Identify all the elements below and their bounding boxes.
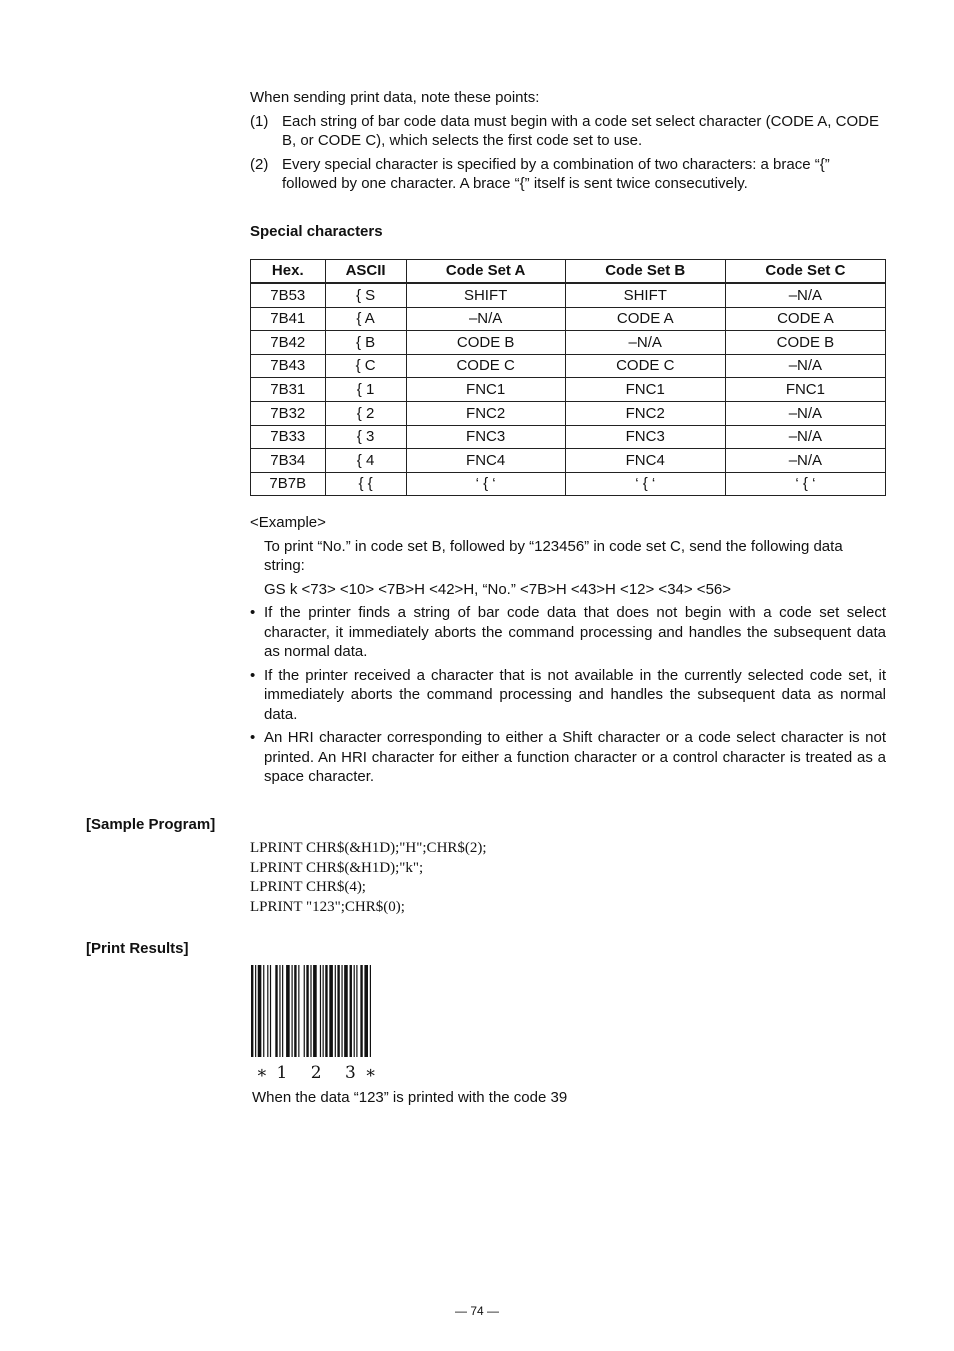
barcode-bar: [298, 965, 299, 1057]
barcode-bar: [255, 965, 256, 1057]
table-cell: FNC3: [565, 425, 725, 449]
numbered-point: [250, 112, 886, 151]
table-cell: –N/A: [725, 354, 885, 378]
table-cell: 7B31: [251, 378, 326, 402]
barcode-bar: [344, 965, 348, 1057]
table-cell: CODE C: [406, 354, 565, 378]
barcode-bar: [337, 965, 339, 1057]
barcode-bar: [275, 965, 277, 1057]
table-cell: 7B32: [251, 401, 326, 425]
table-row: [251, 307, 886, 331]
intro-lead: When sending print data, note these points:: [250, 89, 540, 106]
table-body: [251, 283, 886, 496]
table-row: [251, 283, 886, 307]
page-number: — 74 —: [454, 1304, 499, 1318]
point-text: Each string of bar code data must begin with a code set select character (CODE A, CODE B, or CODE C), which selects the first code set to use.: [282, 112, 879, 149]
table-cell: ‘ { ‘: [725, 472, 885, 496]
table-cell: CODE B: [406, 331, 565, 355]
column-header: Code Set C: [725, 260, 885, 284]
note-item: [250, 666, 886, 725]
table-cell: { B: [325, 331, 406, 355]
example-command: GS k <73> <10> <7B>H <42>H, “No.” <7B>H <43>H <12> <34> <56>: [264, 580, 732, 598]
barcode-bar: [364, 965, 368, 1057]
table-cell: { 4: [325, 449, 406, 473]
note-text: An HRI character corresponding to either a Shift character or a code select character is not printed. An HRI character for either a function character or a control character is treated as a space character.: [264, 729, 886, 785]
intro-section: [250, 88, 886, 198]
table-row: [251, 472, 886, 496]
table-cell: { 3: [325, 425, 406, 449]
barcode-bar: [325, 965, 327, 1057]
barcode-bar: [360, 965, 362, 1057]
barcode-bar: [310, 965, 311, 1057]
table-cell: –N/A: [725, 425, 885, 449]
table-cell: ‘ { ‘: [406, 472, 565, 496]
barcode-bar: [286, 965, 290, 1057]
code-line: LPRINT "123";CHR$(0);: [250, 898, 405, 915]
barcode-bar: [356, 965, 357, 1057]
barcode-bar: [329, 965, 333, 1057]
barcode-bar: [294, 965, 296, 1057]
table-cell: 7B7B: [251, 472, 326, 496]
table-header-row: [251, 260, 886, 284]
table-row: [251, 449, 886, 473]
example-section: [250, 513, 886, 791]
table-cell: 7B34: [251, 449, 326, 473]
barcode-image: [251, 965, 413, 1057]
table-cell: { A: [325, 307, 406, 331]
table-cell: { 1: [325, 378, 406, 402]
barcode-bar: [350, 965, 352, 1057]
barcode-bar: [258, 965, 262, 1057]
table-cell: 7B53: [251, 283, 326, 307]
table-cell: FNC3: [406, 425, 565, 449]
table-cell: { S: [325, 283, 406, 307]
barcode-bar: [251, 965, 253, 1057]
column-header: Code Set B: [565, 260, 725, 284]
table-cell: –N/A: [406, 307, 565, 331]
table-cell: CODE B: [725, 331, 885, 355]
table-cell: 7B41: [251, 307, 326, 331]
table-cell: FNC1: [406, 378, 565, 402]
table-cell: 7B43: [251, 354, 326, 378]
table-cell: –N/A: [725, 283, 885, 307]
table-cell: ‘ { ‘: [565, 472, 725, 496]
table-cell: FNC1: [565, 378, 725, 402]
example-label: <Example>: [250, 514, 326, 531]
barcode-bar: [306, 965, 308, 1057]
point-text: Every special character is specified by a combination of two characters: a brace “{” followed by one character. A brace “{” itself is sent twice consecutively.: [282, 155, 830, 192]
barcode-bar: [320, 965, 321, 1057]
barcode-bar: [282, 965, 283, 1057]
bullet-dot: •: [250, 604, 256, 621]
table-cell: FNC1: [725, 378, 885, 402]
column-header: Hex.: [251, 260, 326, 284]
table-row: [251, 378, 886, 402]
bullet-dot: •: [250, 666, 256, 684]
point-number: (1): [250, 112, 269, 130]
barcode-bar: [292, 965, 293, 1057]
print-results-caption: When the data “123” is printed with the code 39: [252, 1089, 568, 1106]
barcode-bar: [341, 965, 342, 1057]
sample-program-heading: [Sample Program]: [86, 816, 216, 833]
barcode-bar: [370, 965, 371, 1057]
table-row: [251, 425, 886, 449]
table-cell: –N/A: [725, 401, 885, 425]
barcode-bar: [279, 965, 280, 1057]
barcode-hri-text: ∗1 2 3∗: [256, 1063, 386, 1083]
table-cell: FNC4: [565, 449, 725, 473]
print-results-heading: [Print Results]: [86, 940, 189, 957]
special-characters-table: [250, 259, 886, 496]
table-cell: { C: [325, 354, 406, 378]
special-characters-heading: Special characters: [250, 223, 383, 240]
barcode-bar: [354, 965, 355, 1057]
point-number: (2): [250, 155, 269, 173]
table-cell: 7B42: [251, 331, 326, 355]
note-text: If the printer received a character that is not available in the currently selected code set, it immediately aborts the command processing and handles the subsequent data as normal data.: [264, 666, 886, 723]
example-description: To print “No.” in code set B, followed by “123456” in code set C, send the following data string:: [264, 537, 843, 574]
barcode-bar: [304, 965, 305, 1057]
barcode-bar: [270, 965, 271, 1057]
table-cell: –N/A: [565, 331, 725, 355]
table-cell: { {: [325, 472, 406, 496]
barcode-bar: [335, 965, 336, 1057]
table-cell: SHIFT: [565, 283, 725, 307]
note-text: If the printer finds a string of bar code data that does not begin with a code set select character, it immediately aborts the command processing and handles the subsequent data as normal data.: [264, 604, 886, 660]
table-cell: CODE A: [725, 307, 885, 331]
code-line: LPRINT CHR$(&H1D);"k";: [250, 859, 424, 876]
table-cell: CODE C: [565, 354, 725, 378]
bullet-dot: •: [250, 729, 256, 746]
barcode-bar: [323, 965, 324, 1057]
column-header: ASCII: [325, 260, 406, 284]
column-header: Code Set A: [406, 260, 565, 284]
barcode-bar: [263, 965, 264, 1057]
table-row: [251, 354, 886, 378]
code-line: LPRINT CHR$(4);: [250, 879, 366, 895]
table-cell: FNC4: [406, 449, 565, 473]
note-item: [250, 603, 886, 662]
note-item: [250, 728, 886, 787]
sample-program-code: [250, 839, 487, 917]
barcode-bar: [313, 965, 317, 1057]
code-line: LPRINT CHR$(&H1D);"H";CHR$(2);: [250, 840, 487, 856]
table-cell: 7B33: [251, 425, 326, 449]
barcode-bar: [267, 965, 268, 1057]
table-row: [251, 331, 886, 355]
table-cell: { 2: [325, 401, 406, 425]
table-cell: CODE A: [565, 307, 725, 331]
table-cell: SHIFT: [406, 283, 565, 307]
table-row: [251, 401, 886, 425]
table-cell: –N/A: [725, 449, 885, 473]
numbered-point: [250, 155, 886, 194]
table-cell: FNC2: [565, 401, 725, 425]
table-cell: FNC2: [406, 401, 565, 425]
